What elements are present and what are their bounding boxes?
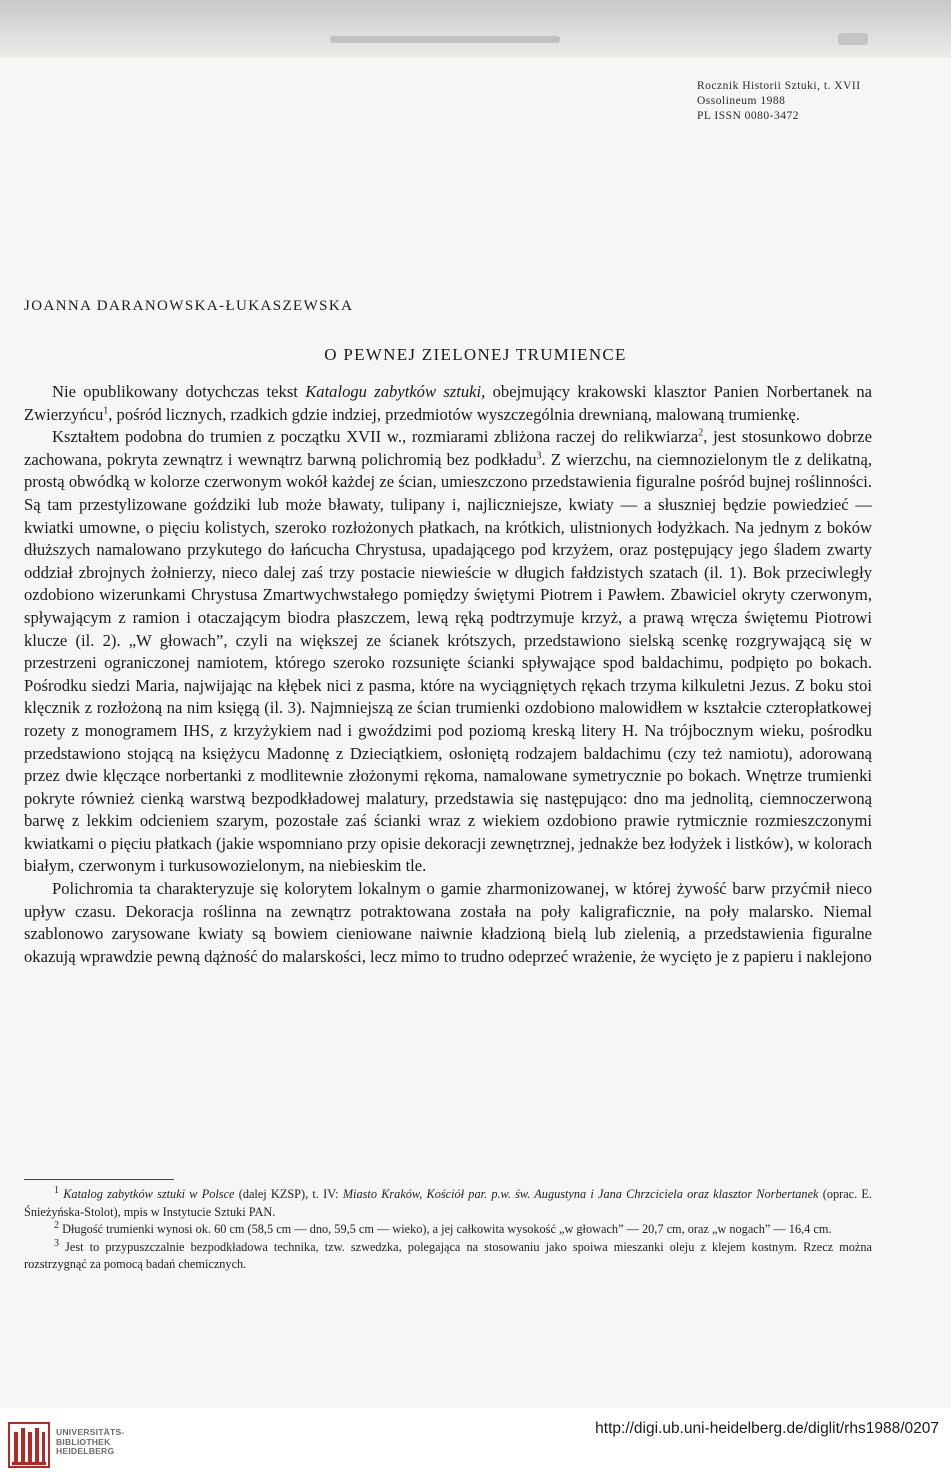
article-title: O PEWNEJ ZIELONEJ TRUMIENCE	[324, 345, 627, 364]
document-url-link[interactable]: http://digi.ub.uni-heidelberg.de/diglit/rhs1988/0207	[595, 1420, 939, 1437]
text-run: obejmujący krakowski klasztor Panien Norbertanek na Zwierzyńcu	[24, 382, 872, 424]
body-paragraph	[24, 878, 872, 968]
footnote	[24, 1186, 872, 1221]
text-run: Polichromia ta charakteryzuje się kolorytem lokalnym o gamie zharmonizowanej, w której żywość barw przyćmił nieco upływ czasu. Dekoracja roślinna na zewnątrz potraktowana została na poły kaligraficznie, na poły malarsko. Niemal szablonowo zarysowane kwiaty są bowiem cieniowane naiwnie kładzioną bielą lub zielenią, a przedstawienia figuralne okazują wprawdzie pewną dążność do malarskości, lecz mimo to trudno odeprzeć wrażenie, że wycięto je z papieru i naklejono	[24, 879, 872, 966]
library-name-line: BIBLIOTHEK	[56, 1436, 111, 1447]
text-run: (dalej KZSP), t. IV:	[234, 1187, 343, 1201]
text-run: Jest to przypuszczalnie bezpodkładowa technika, tzw. szwedzka, polegająca na stosowaniu jako spoiwa mieszanki oleju z klejem kostnym. Rzecz można rozstrzygnąć za pomocą badań chemicznych.	[24, 1239, 872, 1272]
body-paragraph	[24, 426, 872, 878]
text-run: Długość trumienki wynosi ok. 60 cm (58,5 cm — dno, 59,5 cm — wieko), a jej całkowita wysokość „w głowach” — 20,7 cm, oraz „w nogach” — 16,4 cm.	[62, 1222, 832, 1237]
blurred-page-number	[838, 33, 868, 45]
text-run: , pośród licznych, rzadkich gdzie indziej, przedmiotów wyszczególnia drewnianą, malowaną trumienkę.	[108, 404, 800, 424]
library-name-line: UNIVERSITÄTS-	[56, 1427, 125, 1437]
journal-info-line: Ossolineum 1988	[697, 95, 786, 107]
footnote-number: 3	[54, 1237, 59, 1249]
journal-info-line: Rocznik Historii Sztuki, t. XVII	[697, 80, 861, 92]
footnote	[24, 1221, 872, 1239]
italic-title: Katalog zabytków sztuki w Polsce	[63, 1187, 235, 1201]
footnotes	[24, 1186, 872, 1274]
footnote-ref[interactable]: 3	[536, 450, 542, 462]
italic-title: Miasto Kraków, Kościół par. p.w. św. Augustyna i Jana Chrzciciela oraz klasztor Norbertanek	[342, 1187, 819, 1201]
scan-top-edge	[0, 0, 951, 58]
text-run: , jest stosunkowo dobrze zachowana, pokryta zewnątrz i wewnątrz barwną polichromią bez podkładu	[24, 427, 872, 469]
library-name-line: HEIDELBERG	[56, 1446, 115, 1457]
text-run: . Z wierzchu, na ciemnozielonym tle z delikatną, prostą obwódką w kolorze czerwonym wokół każdej ze ścian, umieszczono przedstawienia figuralne pośród bujnej roślinności. Są tam przestylizowane goździki lub może bławaty, tulipany i, najliczniejsze, kwiaty — a słuszniej będzie powiedzieć — kwiatki umowne, o pięciu kolistych, szeroko rozłożonych płatkach, na krótkich, ulistnionych łodyżkach. Na jednym z boków dłuższych namalowano przykutego do łańcucha Chrystusa, upadającego pod krzyżem, oraz postępujący jego śladem zwarty oddział zbrojnych żołnierzy, nieco dalej zaś trzy postacie niewieście w długich fałdzistych szatach (il. 1). Bok przeciwległy ozdobiono wizerunkami Chrystusa Zmartwychwstałego pomiędzy świętymi Piotrem i Pawłem. Zbawiciel okryty czerwonym, spływającym z ramion i otaczającym biodra płaszczem, lewą ręką podtrzymuje krzyż, a prawą wręcza świętemu Piotrowi klucze (il. 2). „W głowach”, czyli na większej ze ścianek krótszych, przedstawiono sielską scenkę rozgrywającą się w przestrzeni ograniczonej namiotem, którego szeroko rozsunięte ścianki spływające spod baldachimu, podpięto po bokach. Pośrodku siedzi Maria, najwijając na kłębek nici z pasma, które na wyciągniętych rękach trzyma kilkuletni Jezus. Z boku stoi klęcznik z rozłożoną na nim księgą (il. 3). Najmniejszą ze ścian trumienki ozdobiono malowidłem w kształcie czteropłatkowej rozety z monogramem IHS, z krzyżykiem nad i gwoździmi pod poziomą kreską litery H. Na trójbocznym wieku, pośrodku przedstawiono stojącą na księżycu Madonnę z Dzieciątkiem, osłoniętą rodzajem baldachimu (czy też namiotu), adorowaną przez dwie klęczące norbertanki z modlitewnie złożonymi rękoma, namalowane symetrycznie po bokach. Wnętrze trumienki pokryte również cienką warstwą bezpodkładowej malatury, przedstawia się następująco: dno ma jednolitą, ciemnoczerwoną barwę z lekkim odcieniem szarym, pozostałe zaś ścianki wraz z wiekiem ozdobiono prawie rytmicznie rozmieszczonymi kwiatkami o pięciu płatkach (jakie wspomniano przy opisie dekoracji zewnętrznej, jednakże bez łodyżek i listków), w kolorach białym, czerwonym i turkusowozielonym, na niebieskim tle.	[24, 449, 872, 876]
text-run: Kształtem podobna do trumien z początku XVII w., rozmiarami zbliżona raczej do relikwiarza	[52, 427, 699, 447]
body-paragraph	[24, 381, 872, 426]
italic-title: Katalogu zabytków sztuki,	[305, 382, 486, 401]
journal-info	[697, 79, 861, 124]
text-run: (oprac. E. Śnieżyńska-Stolot), mpis w Instytucie Sztuki PAN.	[24, 1187, 873, 1219]
heidelberg-library-logo-icon[interactable]	[8, 1422, 50, 1468]
blurred-running-header	[330, 36, 560, 43]
text-run: Nie opublikowany dotychczas tekst	[52, 382, 306, 401]
footnote-number: 2	[54, 1220, 59, 1232]
footnote-ref[interactable]: 2	[698, 427, 704, 439]
footnote-ref[interactable]: 1	[103, 405, 109, 417]
article-body	[24, 381, 872, 968]
article-author: JOANNA DARANOWSKA-ŁUKASZEWSKA	[24, 298, 354, 314]
footnote-number: 1	[54, 1184, 59, 1196]
footnote	[24, 1239, 872, 1274]
viewer-footer	[0, 1408, 951, 1478]
footnote-separator	[24, 1179, 174, 1180]
journal-info-line: PL ISSN 0080-3472	[697, 110, 799, 122]
library-name[interactable]	[56, 1428, 125, 1457]
